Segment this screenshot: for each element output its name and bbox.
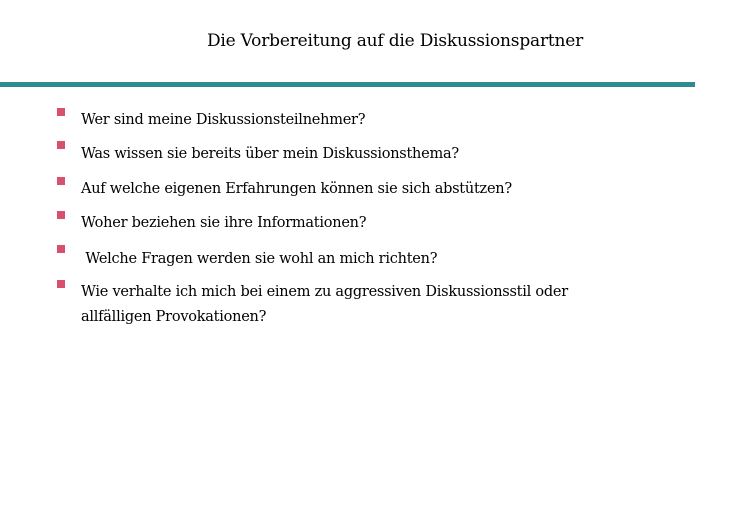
bullet-text: Wie verhalte ich mich bei einem zu aggressiven Diskussionsstil oder allfälligen Provokationen? [81, 284, 568, 325]
bullet-text: Auf welche eigenen Erfahrungen können sie sich abstützen? [81, 181, 512, 197]
bullet-square-icon [57, 211, 65, 219]
title-divider [0, 82, 695, 87]
bullet-square-icon [57, 108, 65, 116]
bullet-square-icon [57, 280, 65, 288]
bullet-text: Was wissen sie bereits über mein Diskussionsthema? [81, 146, 459, 162]
bullet-text: Welche Fragen werden sie wohl an mich richten? [81, 251, 438, 267]
bullet-square-icon [57, 177, 65, 185]
bullet-square-icon [57, 245, 65, 253]
bullet-square-icon [57, 141, 65, 149]
slide-title: Die Vorbereitung auf die Diskussionspartner [206, 31, 584, 51]
bullet-text: Woher beziehen sie ihre Informationen? [81, 215, 367, 231]
bullet-text: Wer sind meine Diskussionsteilnehmer? [81, 112, 366, 128]
